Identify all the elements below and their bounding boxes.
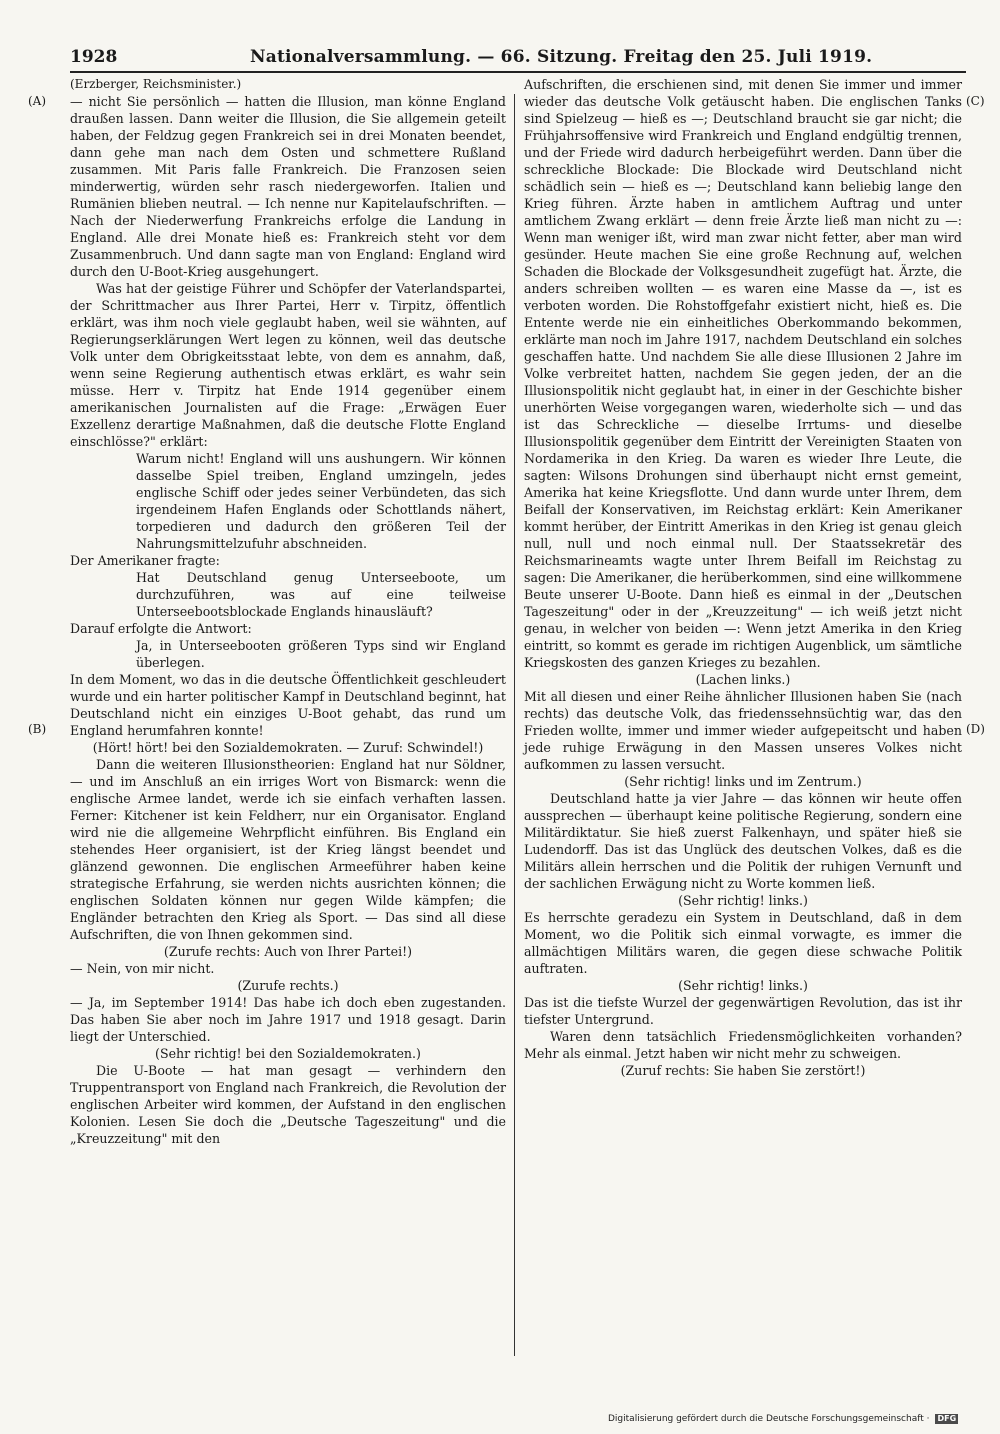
interjection: (Sehr richtig! links und im Zentrum.) <box>624 774 862 789</box>
margin-label-c: (C) <box>966 94 985 108</box>
footer-credit <box>608 1414 958 1424</box>
interjection: (Zurufe rechts.) <box>237 978 339 993</box>
paragraph: Was hat der geistige Führer und Schöpfer der Vaterlandspartei, der Schrittmacher aus Ihrer Partei, Herr v. Tirpitz, öffentlich erklärt, was ihm noch viele geglaubt haben, weil sie wähnten, auf Regierungserklärungen Wert legen zu können, weil das deutsche Volk unter dem Obrigkeitsstaat lebte, von dem es annahm, daß, wenn seine Regierung authentisch etwas erklärt, es wahr sein müsse. Herr v. Tirpitz hat Ende 1914 gegenüber einem amerikanischen Journalisten auf die Frage: „Erwägen Euer Exzellenz derartige Maßnahmen, daß die deutsche Flotte England einschlösse?" erklärt: <box>70 281 506 449</box>
dfg-logo: DFG <box>937 1414 957 1423</box>
quote: Ja, in Unterseebooten größeren Typs sind wir England überlegen. <box>136 638 506 670</box>
paragraph: Deutschland hatte ja vier Jahre — das können wir heute offen aussprechen — überhaupt keine politische Regierung, sondern eine Militärdiktatur. Sie hieß zuerst Falkenhayn, und später hieß sie Ludendorff. Das ist das Unglück des deutschen Volkes, daß es die Militärs allein herrschen und die Politik der ruhigen Vernunft und der sachlichen Erwägung nicht zu Worte kommen ließ. <box>524 791 962 891</box>
paragraph: Es herrschte geradezu ein System in Deutschland, daß in dem Moment, wo die Politik sich einmal vorwagte, es immer die allmächtigen Militärs waren, die gegen diese schwache Politik auftraten. <box>524 910 962 976</box>
margin-label-a: (A) <box>28 94 47 108</box>
paragraph: Aufschriften, die erschienen sind, mit denen Sie immer und immer wieder das deutsche Volk getäuscht haben. Die englischen Tanks sind Spielzeug — hieß es —; Deutschland braucht sie gar nicht; die Frühjahrsoffensive wird Frankreich und England endgültig trennen, und der Friede wird dadurch herbeigeführt werden. Dann über die schreckliche Blockade: Die Blockade wird Deutschland nicht schädlich sein — hieß es —; Deutschland kann beliebig lange den Krieg führen. Ärzte haben in amtlichem Auftrag und unter amtlichem Zwang erklärt — denn freie Ärzte ließ man nicht zu —: Wenn man weniger ißt, wird man zwar nicht fetter, aber man wird gesünder. Heute machen Sie eine große Rechnung auf, welchen Schaden die Blockade der Volksgesundheit zugefügt hat. Ärzte, die anders schreiben wollten — es waren eine Masse da —, ist es verboten worden. Die Rohstoffgefahr existiert nicht, hieß es. Die Entente werde nie ein einheitliches Oberkommando bekommen, erklärte man noch im Jahre 1917, nachdem Deutschland ein solches geschaffen hatte. Und nachdem Sie alle diese Illusionen 2 Jahre im Volke verbreitet hatten, nachdem Sie gegen jeden, der an die Illusionspolitik nicht geglaubt hat, in einer in der Geschichte bisher unerhörten Weise vorgegangen waren, wiederholte sich — und das ist das Schreckliche — dieselbe Irrtums- und dieselbe Illusionspolitik gegenüber dem Eintritt der Vereinigten Staaten von Nordamerika in den Krieg. Da waren es wieder Ihre Leute, die sagten: Wilsons Drohungen sind überhaupt nicht ernst gemeint, Amerika hat keine Kriegsflotte. Und dann wurde unter Ihrem, dem Beifall der Konservativen, im Reichstag erklärt: Kein Amerikaner kommt herüber, der Eintritt Amerikas in den Krieg ist genau gleich null, null und noch einmal null. Der Staatssekretär des Reichsmarineamts wagte unter Ihrem Beifall im Reichstag zu sagen: Die Amerikaner, die herüberkommen, sind eine willkommene Beute unserer U-Boote. Dann hieß es einmal in der „Deutschen Tageszeitung" oder in der „Kreuzzeitung" — ich weiß jetzt nicht genau, in welcher von beiden —: Wenn jetzt Amerika in den Krieg eintritt, so kommt es gerade im richtigen Augenblick, um sämtliche Kriegskosten des ganzen Krieges zu bezahlen. <box>524 77 962 670</box>
interjection: (Sehr richtig! bei den Sozialdemokraten.) <box>155 1046 421 1061</box>
paragraph: — nicht Sie persönlich — hatten die Illusion, man könne England draußen lassen. Dann weiter die Illusion, die Sie allgemein geteilt haben, der Feldzug gegen Frankreich sei in drei Monaten beendet, dann gehe man nach dem Osten und schmettere Rußland zusammen. Mit Paris falle Frankreich. Die Franzosen seien minderwertig, würden sehr rasch niedergeworfen. Italien und Rumänien blieben neutral. — Ich nenne nur Kapitelaufschriften. — Nach der Niederwerfung Frankreichs erfolge die Landung in England. Alle drei Monate hieß es: Frankreich steht vor dem Zusammenbruch. Und dann sagte man von England: England wird durch den U-Boot-Krieg ausgehungert. <box>70 94 506 279</box>
header-title: Nationalversammlung. — 66. Sitzung. Freitag den 25. Juli 1919. <box>250 47 873 67</box>
right-column <box>524 76 962 1079</box>
interjection: (Sehr richtig! links.) <box>678 893 808 908</box>
interjection: (Sehr richtig! links.) <box>678 978 808 993</box>
speaker-line: (Erzberger, Reichsminister.) <box>70 77 242 91</box>
interjection: (Hört! hört! bei den Sozialdemokraten. — Zuruf: Schwindel!) <box>92 740 484 755</box>
header-rule <box>70 71 966 73</box>
left-column <box>70 76 506 1147</box>
quote: Warum nicht! England will uns aushungern. Wir können dasselbe Spiel treiben, England umzingeln, jedes englische Schiff oder jedes seiner Verbündeten, das sich irgendeinem Hafen Englands oder Schottlands nähert, torpedieren und dadurch den größeren Teil der Nahrungsmittelzufuhr abschneiden. <box>136 451 506 551</box>
column-divider <box>514 94 515 1356</box>
paragraph: Das ist die tiefste Wurzel der gegenwärtigen Revolution, das ist ihr tiefster Untergrund. <box>524 995 962 1027</box>
paragraph: Die U-Boote — hat man gesagt — verhindern den Truppentransport von England nach Frankreich, die Revolution der englischen Arbeiter wird kommen, der Aufstand in den englischen Kolonien. Lesen Sie doch die „Deutsche Tageszeitung" und die „Kreuzzeitung" mit den <box>70 1063 506 1146</box>
paragraph: Darauf erfolgte die Antwort: <box>70 621 252 636</box>
page-header <box>70 44 966 70</box>
footer-text: Digitalisierung gefördert durch die Deutsche Forschungsgemeinschaft · <box>608 1414 930 1424</box>
paragraph: Der Amerikaner fragte: <box>70 553 220 568</box>
paragraph: Mit all diesen und einer Reihe ähnlicher Illusionen haben Sie (nach rechts) das deutsche Volk, das friedenssehnsüchtig war, das den Frieden wollte, immer und immer wieder aufgepeitscht und haben jede ruhige Erwägung in den Massen unseres Volkes nicht aufkommen zu lassen versucht. <box>524 689 962 772</box>
margin-label-b: (B) <box>28 722 47 736</box>
paragraph: — Nein, von mir nicht. <box>70 961 215 976</box>
interjection: (Lachen links.) <box>695 672 791 687</box>
paragraph: Waren denn tatsächlich Friedensmöglichkeiten vorhanden? Mehr als einmal. Jetzt haben wir nicht mehr zu schweigen. <box>524 1029 962 1061</box>
margin-label-d: (D) <box>966 722 985 736</box>
quote: Hat Deutschland genug Unterseeboote, um durchzuführen, was auf eine teilweise Unterseebootsblockade Englands hinausläuft? <box>136 570 506 619</box>
interjection: (Zuruf rechts: Sie haben Sie zerstört!) <box>620 1063 866 1078</box>
interjection: (Zurufe rechts: Auch von Ihrer Partei!) <box>163 944 413 959</box>
paragraph: Dann die weiteren Illusionstheorien: England hat nur Söldner, — und im Anschluß an ein irriges Wort von Bismarck: wenn die englische Armee landet, werde ich sie einfach verhaften lassen. Ferner: Kitchener ist kein Feldherr, nur ein Organisator. England wird nie die allgemeine Wehrpflicht einführen. Bis England ein stehendes Heer organisiert, ist der Krieg längst beendet und glänzend gewonnen. Die englischen Armeeführer haben keine strategische Erfahrung, sie werden nichts ausrichten können; die englischen Soldaten können nur gegen Wilde kämpfen; die Engländer betrachten den Krieg als Sport. — Das sind all diese Aufschriften, die von Ihnen gekommen sind. <box>70 757 506 942</box>
paragraph: In dem Moment, wo das in die deutsche Öffentlichkeit geschleudert wurde und ein harter politischer Kampf in Deutschland beginnt, hat Deutschland nicht ein einziges U-Boot gehabt, das rund um England herumfahren konnte! <box>70 672 506 738</box>
paragraph: — Ja, im September 1914! Das habe ich doch eben zugestanden. Das haben Sie aber noch im Jahre 1917 und 1918 gesagt. Darin liegt der Unterschied. <box>70 995 506 1044</box>
page-number: 1928 <box>70 47 118 67</box>
